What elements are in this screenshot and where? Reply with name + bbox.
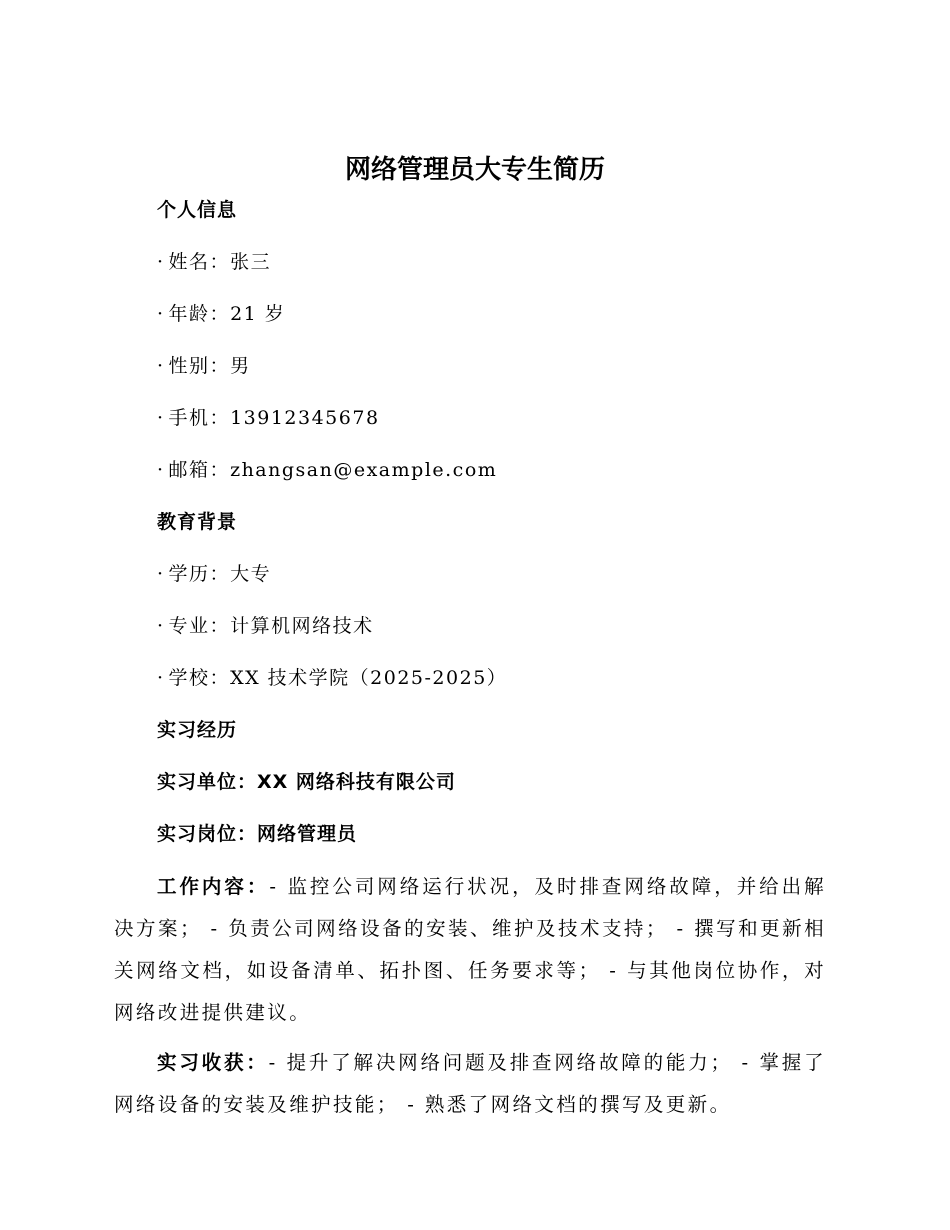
personal-item-name	[114, 242, 826, 282]
item-value: 张三	[230, 251, 272, 273]
item-value: 男	[230, 355, 251, 377]
item-label: 学校：	[168, 667, 231, 689]
item-label: 性别：	[168, 355, 231, 377]
work-content-paragraph	[114, 866, 826, 1034]
page-title: 网络管理员大专生简历	[344, 155, 605, 185]
item-label: 姓名：	[168, 251, 231, 273]
personal-item-age	[114, 294, 826, 334]
bullet-dot: ·	[157, 303, 165, 325]
bullet-dot: ·	[157, 251, 165, 273]
personal-item-gender	[114, 346, 826, 386]
item-value: 21 岁	[230, 303, 286, 325]
item-value: XX 技术学院（2025-2025）	[230, 667, 508, 689]
item-label: 年龄：	[168, 303, 231, 325]
bullet-dot: ·	[157, 667, 165, 689]
education-item-school	[114, 658, 826, 698]
internship-company: 实习单位：XX 网络科技有限公司	[157, 771, 456, 793]
bullet-dot: ·	[157, 459, 165, 481]
resume-content	[114, 190, 826, 1134]
internship-gain-text: - 提升了解决网络问题及排查网络故障的能力； - 掌握了网络设备的安装及维护技能； - 熟悉了网络文档的撰写及更新。	[114, 1051, 826, 1116]
bullet-dot: ·	[157, 563, 165, 585]
internship-heading: 实习经历	[157, 719, 238, 741]
bullet-dot: ·	[157, 615, 165, 637]
internship-gain-paragraph	[114, 1042, 826, 1126]
item-value: 13912345678	[230, 407, 380, 429]
bullet-dot: ·	[157, 355, 165, 377]
item-label: 手机：	[168, 407, 231, 429]
education-item-major	[114, 606, 826, 646]
education-heading: 教育背景	[157, 511, 238, 533]
item-label: 邮箱：	[168, 459, 231, 481]
item-value: 大专	[230, 563, 272, 585]
internship-position: 实习岗位：网络管理员	[157, 823, 358, 845]
personal-item-phone	[114, 398, 826, 438]
item-label: 专业：	[168, 615, 231, 637]
bullet-dot: ·	[157, 407, 165, 429]
work-content-text: - 监控公司网络运行状况，及时排查网络故障，并给出解决方案； - 负责公司网络设备的安装、维护及技术支持； - 撰写和更新相关网络文档，如设备清单、拓扑图、任务要求等； - 与其他岗位协作，对网络改进提供建议。	[114, 875, 826, 1024]
item-value: zhangsan@example.com	[230, 459, 498, 481]
personal-item-email	[114, 450, 826, 490]
internship-gain-label: 实习收获：	[157, 1051, 269, 1074]
item-label: 学历：	[168, 563, 231, 585]
item-value: 计算机网络技术	[230, 615, 374, 637]
education-item-degree	[114, 554, 826, 594]
work-content-label: 工作内容：	[157, 875, 270, 898]
personal-info-heading: 个人信息	[157, 199, 238, 221]
